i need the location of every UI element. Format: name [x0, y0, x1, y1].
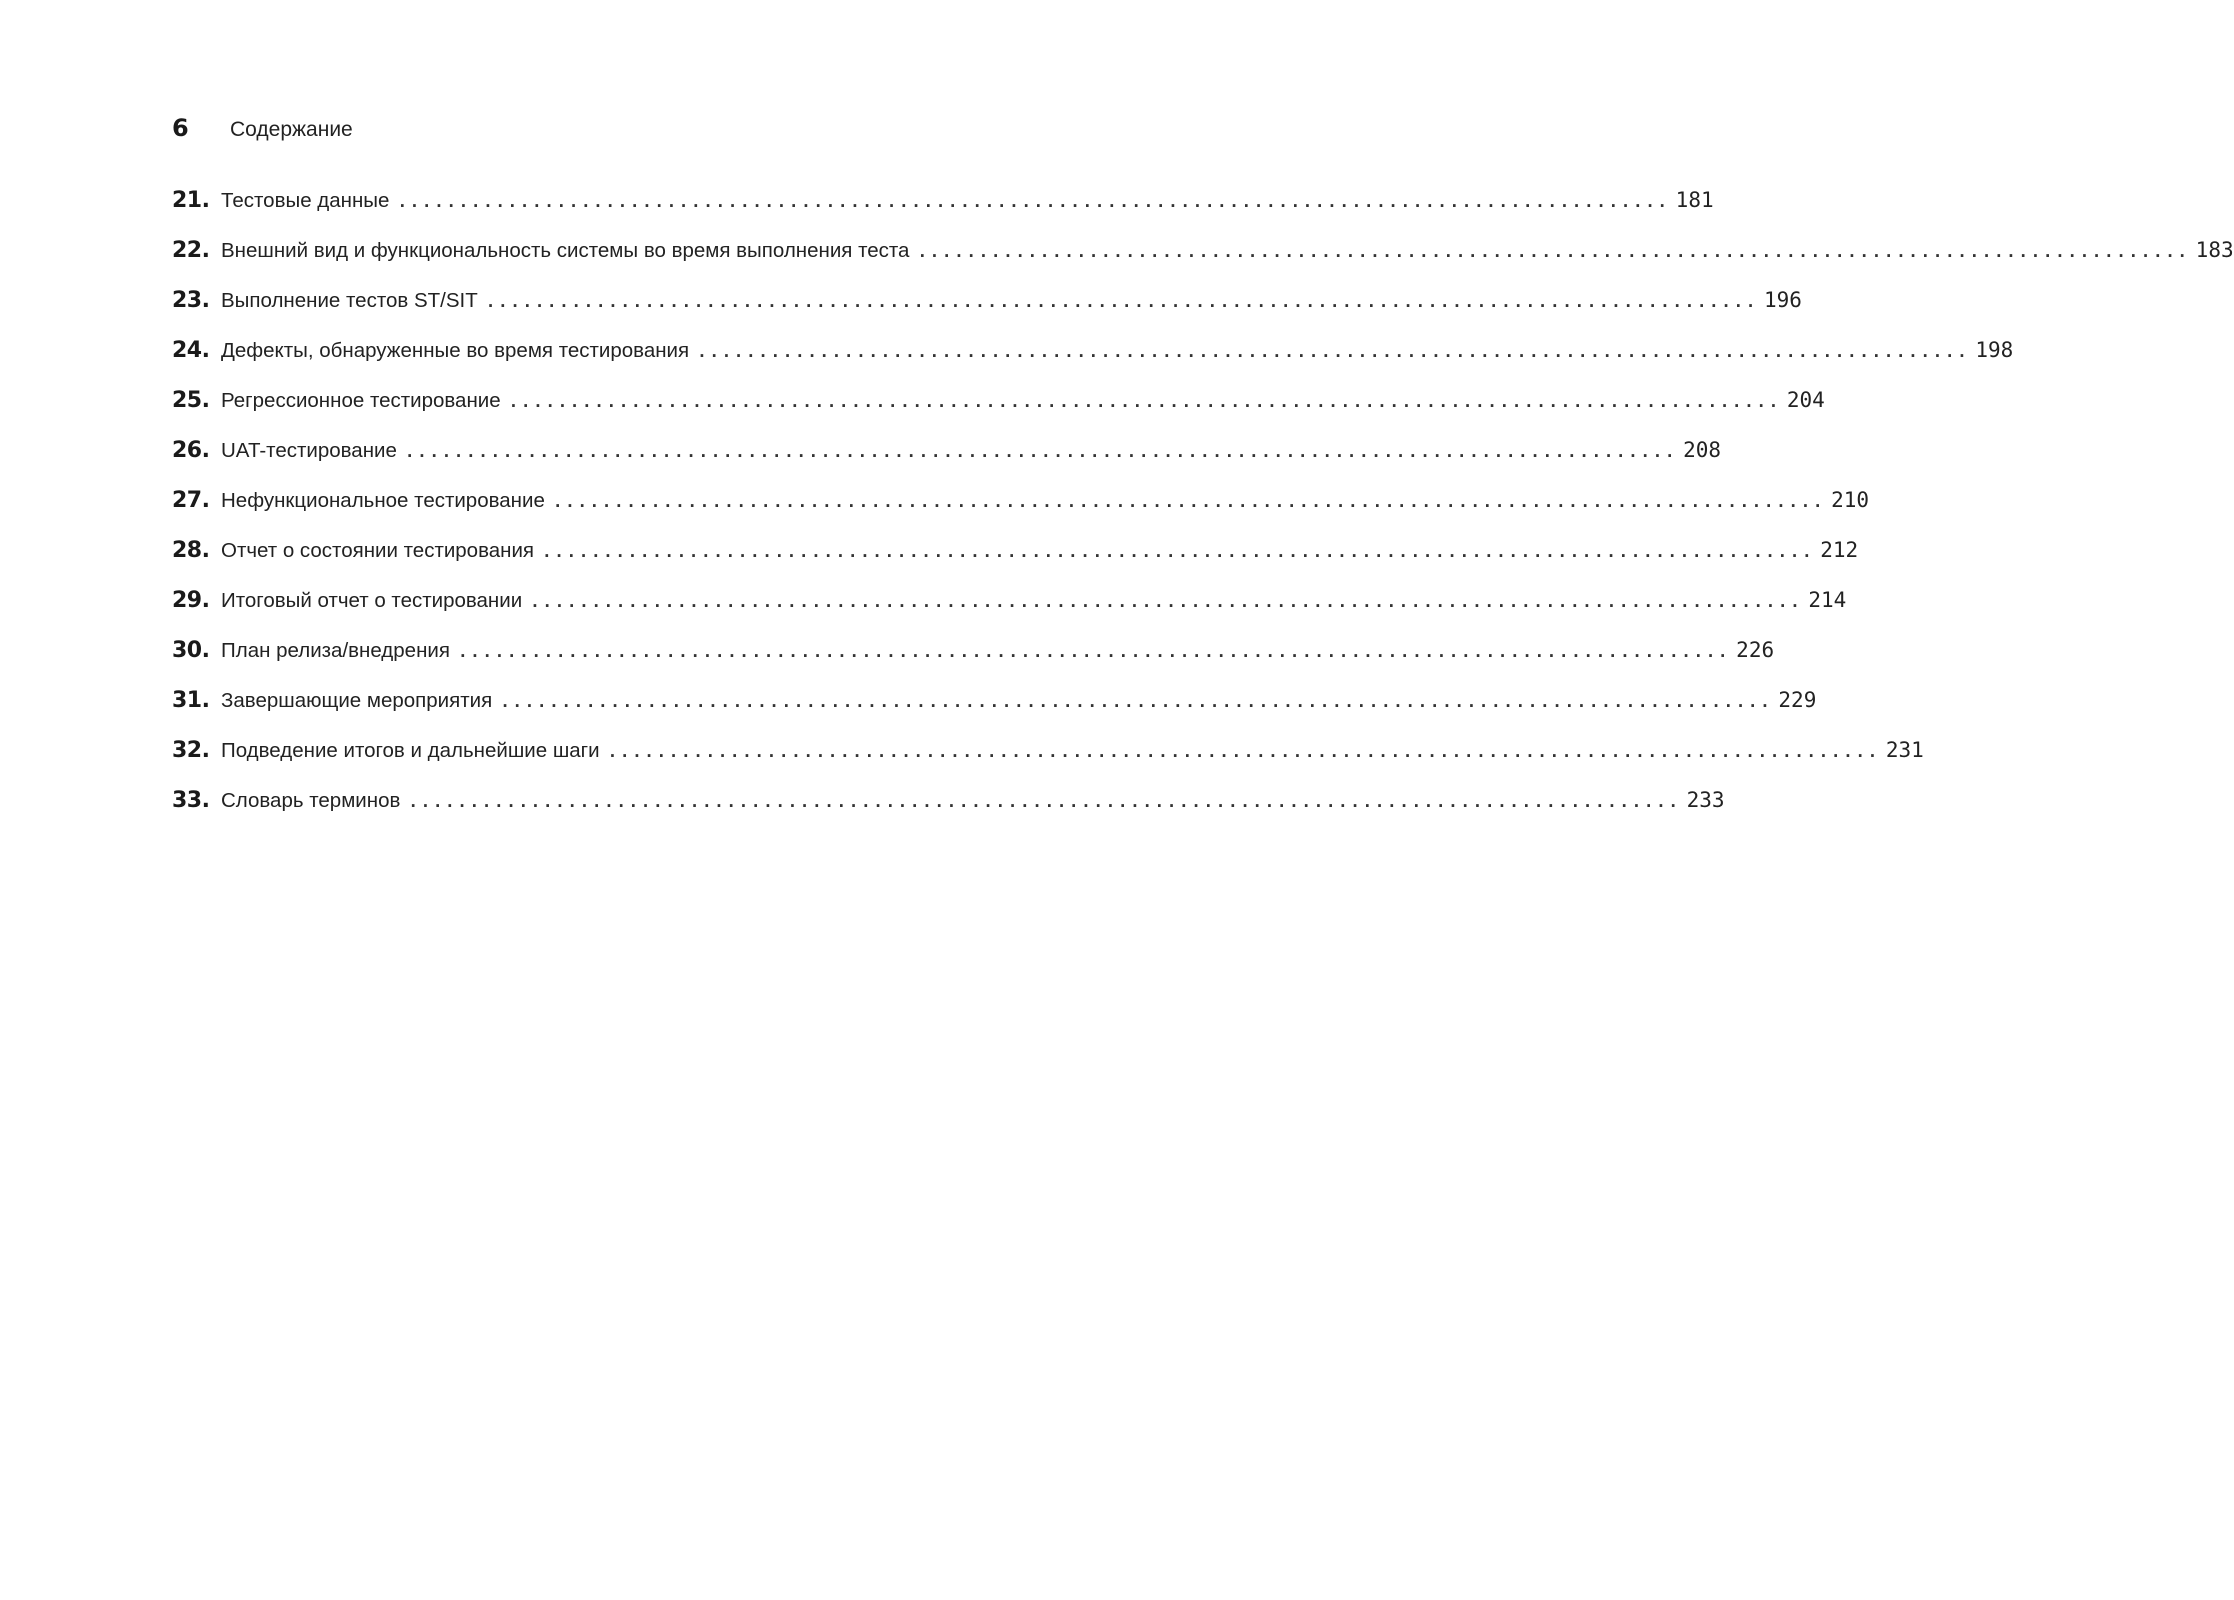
toc-entry-number: 23. [172, 288, 210, 313]
dot-leader: ........................................................................................................ [404, 442, 1678, 461]
toc-entry[interactable] [172, 638, 1775, 688]
dot-leader: ........................................................................................................ [457, 642, 1731, 661]
toc-entry-title: Словарь терминов [221, 789, 401, 812]
toc-entry-title: Внешний вид и функциональность системы во время выполнения теста [221, 239, 910, 262]
toc-entry-number: 28. [172, 538, 210, 563]
toc-entry-title: Подведение итогов и дальнейшие шаги [221, 739, 600, 762]
toc-entry-title: Регрессионное тестирование [221, 389, 501, 412]
toc-entry-number: 30. [172, 638, 210, 663]
toc-entry-number: 22. [172, 238, 210, 263]
toc-entry-title: UAT-тестирование [221, 439, 397, 462]
toc-entry[interactable] [172, 188, 1714, 238]
toc-entry-title: План релиза/внедрения [221, 639, 450, 662]
toc-entry-page: 233 [1686, 788, 1725, 812]
toc-entry-title: Завершающие мероприятия [221, 689, 493, 712]
dot-leader: ........................................................................................................ [917, 242, 2190, 261]
toc-entry-title: Дефекты, обнаруженные во время тестирования [221, 339, 690, 362]
toc-entry-number: 25. [172, 388, 210, 413]
dot-leader: ........................................................................................................ [397, 192, 1670, 211]
toc-entry[interactable] [172, 288, 1802, 338]
toc-entry-number: 27. [172, 488, 210, 513]
toc-entry-page: 214 [1808, 588, 1847, 612]
page-header [172, 114, 353, 142]
toc-entry-page: 231 [1885, 738, 1924, 762]
toc-entry-number: 26. [172, 438, 210, 463]
toc-entry-page: 181 [1675, 188, 1714, 212]
toc-entry-number: 24. [172, 338, 210, 363]
toc-entry[interactable] [172, 538, 1859, 588]
toc-entry-page: 204 [1786, 388, 1825, 412]
dot-leader: ........................................................................................................ [500, 692, 1773, 711]
toc-entry[interactable] [172, 738, 1924, 788]
toc-entry-page: 229 [1778, 688, 1817, 712]
toc-entry-title: Тестовые данные [221, 189, 390, 212]
toc-entry-title: Выполнение тестов ST/SIT [221, 289, 478, 312]
toc-entry-page: 196 [1763, 288, 1802, 312]
toc-entry[interactable] [172, 388, 1825, 438]
toc-entry-page: 210 [1831, 488, 1870, 512]
toc-entry-title: Нефункциональное тестирование [221, 489, 545, 512]
toc-entry[interactable] [172, 438, 1722, 488]
toc-entry-number: 32. [172, 738, 210, 763]
toc-entry-number: 21. [172, 188, 210, 213]
toc-entry-page: 208 [1683, 438, 1722, 462]
dot-leader: ........................................................................................................ [485, 292, 1758, 311]
toc-entry-page: 183 [2195, 238, 2234, 262]
toc-entry-number: 29. [172, 588, 210, 613]
toc-entry-number: 31. [172, 688, 210, 713]
toc-entry-title: Отчет о состоянии тестирования [221, 539, 535, 562]
toc-entry[interactable] [172, 488, 1870, 538]
running-title: Содержание [230, 118, 353, 141]
page-number: 6 [172, 114, 189, 142]
dot-leader: ........................................................................................................ [607, 742, 1880, 761]
table-of-contents [172, 188, 2234, 838]
toc-entry[interactable] [172, 238, 2234, 288]
dot-leader: ........................................................................................................ [408, 792, 1681, 811]
toc-entry-title: Итоговый отчет о тестировании [221, 589, 523, 612]
toc-entry-number: 33. [172, 788, 210, 813]
dot-leader: ........................................................................................................ [697, 342, 1970, 361]
dot-leader: ........................................................................................................ [542, 542, 1815, 561]
toc-entry-page: 212 [1820, 538, 1859, 562]
toc-entry-page: 198 [1975, 338, 2014, 362]
toc-entry[interactable] [172, 688, 1817, 738]
toc-entry[interactable] [172, 788, 1725, 838]
dot-leader: ........................................................................................................ [530, 592, 1803, 611]
dot-leader: ........................................................................................................ [552, 492, 1826, 511]
toc-entry-page: 226 [1736, 638, 1775, 662]
toc-entry[interactable] [172, 338, 2014, 388]
toc-entry[interactable] [172, 588, 1847, 638]
dot-leader: ........................................................................................................ [508, 392, 1781, 411]
